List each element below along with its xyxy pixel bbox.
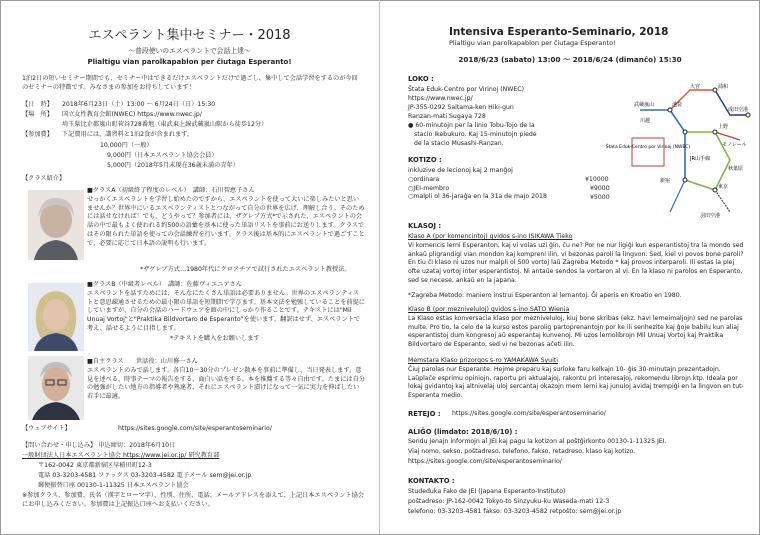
class-self-heading: Memstara Klaso prizorgos s-ro YAMAKAWA Syuiti	[408, 357, 558, 364]
map-label: 新宿	[660, 178, 671, 184]
map-label: 東京	[718, 184, 729, 190]
class-self-body: Ĉiuj parolas nur Esperante. Hejme preparu kaj surloke faru kelkajn 10- ĝis 30-minutajn prezentadojn. Laŭplaĉe esprimu opiniojn, raportu pri aktualajoj, rakontu pri interesaĵoj, rekomendu librojn ktp. Ideala por lokaj gvidantoj kaj altnivelaj uloj sercantaj okazojn mem lerni kaj junuloj avidaj trempiĝi en la lingvon en tut-Esperanta medio.	[408, 366, 744, 400]
loko-line: stacio Ikebukuro. Kaj 15-minutojn piede	[414, 131, 537, 138]
right-dates: 2018/6/23 (sabato) 13:00 ～ 2018/6/24 (dimanĉo) 15:30	[458, 55, 682, 64]
map-label: 浦和	[718, 84, 729, 90]
map-label: 武蔵嵐山	[634, 102, 655, 108]
class-b-body: La Klaso estas konversacia klaso por mezniveluloj, kiuj bone skribas (ekz. havi lerneimaljojn) sed ne parolas multe. Pro tio, la celo de la kurso estos parolig partoprenantojn por ke ili senhezite kaj ĝoje babilu kun aliaj esperantistoj dum kongresoj aŭ esperantaj kunvenoj. Mi uzos lernolibrojn Mil Unuaj Vortoj kaj Praktika Bildvortaro de Esperanto, sed vi ne bezonas aĉeti ilin.	[408, 315, 743, 349]
kontakto-line: Studeduka Fako de JEI (Japana Esperanto-Instituto)	[408, 488, 566, 495]
kotizo-item-price: ¥9000	[590, 185, 610, 192]
place-address: 埼玉県比企郡嵐山町菅谷728番地（東武東上線武蔵嵐山駅から徒歩12分）	[62, 121, 268, 128]
fee-line: 下記費用には、講習料と1泊2食が含まれます。	[62, 131, 194, 138]
fee-item: 10,000円（一般）	[100, 142, 153, 149]
right-title: Intensiva Esperanto-Seminario, 2018	[449, 26, 669, 38]
aligo-line: Sendu jenajn informojn al JEI kaj pagu la kotizon al poŝtĝirkonto 00130-1-11325 JEI.	[408, 438, 667, 445]
loko-line: ● 60-minutojn per la linio Tobu-Tojo de la	[408, 122, 535, 129]
klasoj-label: KLASOJ :	[408, 222, 442, 230]
class-a-note: *Zagreba Metodo: maniero instrui Esperanton al lernantoj. Ĝi aperis en Kroatio en 1980.	[408, 292, 682, 299]
date-label: 【日 時】	[22, 101, 53, 108]
map-label: 成田空港	[728, 107, 749, 113]
class-b-note: *テキストを購入をお願いします	[170, 335, 260, 342]
loko-line: JP-355-0292 Saitama-ken Hiki-gun	[408, 104, 514, 111]
website-label: 【ウェブサイト】	[22, 425, 71, 432]
left-subtitle-eo: Plialtigu vian parolkapablon per ĉiutaga Esperanto!	[87, 58, 292, 66]
left-intro: 1泊2日の短いセミナー期間でも、セミナー中はできるだけエスペラントだけで過ごし、集中して会話学習をするのが今回のセミナーの特徴です。みなさまの参加をお待ちしています！	[22, 75, 358, 91]
right-subtitle: Plialtigu vian parolkapablon per ĉiutaga Esperanto!	[449, 39, 616, 47]
contact-org: 一般財団法人日本エスペラント協会 https://www.jei.or.jp/ 研究教育部	[22, 452, 220, 459]
class-a-body: せっかくエスペラントを学習し始めたのですから、エスペラントを使って大いに楽しみたいと思いませんか？世界中にいるエスペランティストとつながって自分の世界を広げ、理解し合う。そのためには話せなければ！でも、どうやって？参加者には、ザグレブ方式*で示された、エスペラントの会話の中で最もよく使われる約500の語彙を基本に使った単語リストを事前にお送りします。クラスではその限られた単語を使っての会話練習を行います。クラス後は基本的にエスペラントで過ごすことで、必要に応じて日本語の説明も行います。	[87, 196, 365, 247]
class-intro-label: 【クラス紹介】	[22, 175, 66, 182]
map-label: 川越	[640, 118, 651, 124]
kotizo-label: KOTIZO :	[408, 156, 442, 164]
map-box-label: Ŝtata Eduk-Centro por Virinoj (NWEC)	[605, 145, 691, 150]
left-subtitle: ～普段使いのエスペラントで会話上達～	[128, 47, 251, 55]
map-label: 上野	[718, 124, 729, 130]
class-a-heading: ■クラスA（初級終了程度のレベル） 講師：石川智恵子さん	[87, 187, 255, 194]
instructor-photo-a	[28, 190, 84, 260]
class-b-heading: Klaso B (por mezniveluloj) gvidos s-ino SATO Wienia	[408, 306, 570, 313]
map-label: 池袋	[672, 102, 683, 108]
left-page	[0, 0, 379, 535]
kotizo-item-price: ¥5000	[590, 194, 610, 201]
contact-tel: 電話 03-3203-4581 ファックス 03-3203-4582 電子メール sem@jei.or.jp	[38, 472, 252, 479]
class-a-heading: Klaso A (por komencintoj) gvidos s-ino ISIKAWA Tieko	[408, 233, 573, 240]
instructor-photo-b	[28, 283, 84, 351]
aligo-line[interactable]: https://sites.google.com/site/esperantoseminario/	[408, 458, 562, 465]
aligo-label: ALIĜO (limdato: 2018/6/10) :	[408, 428, 518, 436]
kotizo-item-name: ○ordinara	[408, 176, 440, 183]
fee-label: 【参加費】	[22, 131, 53, 138]
place-value: 国立女性教育会館(NWEC) https://www.nwec.jp/	[62, 111, 202, 118]
loko-line: de la stacio Musashi-Ranzan.	[414, 140, 504, 147]
class-self-heading: ■自主クラス 世話役：山川修一さん	[87, 358, 198, 365]
map-label: 羽田空港	[700, 213, 721, 219]
loko-line: https://www.nwec.jp/	[408, 95, 473, 102]
kontakto-line: telefono: 03-3203-4581 fakso: 03-3203-4582 retpoŝto: sem@jei.or.jp	[408, 508, 622, 515]
website-link[interactable]: https://sites.google.com/site/esperantoseminario/	[118, 425, 272, 432]
map-label: モノレール	[722, 142, 747, 148]
kotizo-item-name: ○malpli ol 36-jaraĝa en la 31a de majo 2018	[408, 193, 547, 200]
loko-line: Ranzan-mati Sugaya 728	[408, 113, 486, 120]
fee-item: 5,000円（2018年5月末現在36歳未満の青年）	[107, 162, 239, 169]
fee-item: 9,000円（日本エスペラント協会会員）	[107, 152, 218, 159]
kotizo-item-name: ○JEI-membro	[408, 185, 450, 192]
map-label: 秋葉原	[728, 166, 744, 172]
place-label: 【場 所】	[22, 111, 53, 118]
right-page	[380, 0, 760, 535]
loko-line: Ŝtata Eduk-Centro por Virinoj (NWEC)	[408, 86, 525, 93]
left-title: エスペラント集中セミナー・2018	[88, 28, 291, 43]
contact-address: 〒162-0042 東京都新宿区早稲田町12-3	[38, 462, 152, 469]
retejo-link[interactable]: https://sites.google.com/site/esperantoseminario/	[452, 410, 606, 417]
kotizo-item-price: ¥10000	[585, 176, 609, 183]
class-self-body: エスペラントのみで話します。各自10～30分のプレゼン散本を事前に準備し、当日発表します。意見を述べる、時事テーマの報告をする、面白い話をする。本を推薦する等々自由です。たまには自分の勉強がしたい地方の指導者や熟達者、それにエスペラント漬けになって一気に実力を伸ばしたい若手に最適。	[87, 367, 365, 401]
kontakto-line: poŝtadreso: JP-162-0042 Tokyo-to Sinzyuku-ku Waseda-mati 12-3	[408, 498, 610, 505]
contact-bank: 郵便振替口座 00130-1-11325 日本エスペラント協会	[38, 482, 189, 489]
class-a-note: *ザグレブ方式…1980年代にクロアチアで試行されたエスペラント教授法。	[140, 266, 351, 273]
map-label: JR山手線	[690, 156, 710, 162]
contact-label: 【問い合わせ・申し込み】 申込締切：2018年6月10日	[22, 442, 176, 449]
map-label: 大宮	[690, 84, 701, 90]
class-a-body: Vi komencis lerni Esperanton, kaj vi volas uzi ĝin, ĉu ne? Por ne nur ligiĝi kun esperantistoj tra la mondo sed ankaŭ pligrandigi vian mondon kaj kompreni ilin, vi bezonas paroli la lingvon. Sed, kiel vi povos bone paroli? En tiu ĉi klaso ni uzos nur malpli ol 500 vortoj laŭ Zagreba Metodo * kaj provos interparoli. Ili estas la plej ofte uzataj vortoj inter esperantistoj. Ni antaŭe sendos la vortaron al vi. En la klaso ni parolos en Esperanto, sed se necese, ankaŭ en la japana.	[408, 242, 744, 284]
class-b-heading: ■クラスB（中級者レベル） 講師：佐藤ヴィエニアさん	[87, 281, 242, 288]
contact-note: ※参加クラス、参加費、氏名（漢字とローマ字）、性別、住所、電話、メールアドレスを添えて、上記日本エスペラント協会にお申し込みください。参加費は上記振込口座へお支払いください。	[22, 492, 364, 508]
retejo-label: RETEJO :	[408, 410, 441, 418]
kontakto-label: KONTAKTO :	[408, 477, 455, 485]
aligo-line: Viaj nomo, sekso, poŝtadreso, telefono, fakso, retadreso, klaso kaj kotizo.	[408, 448, 636, 455]
instructor-photo-c	[28, 356, 84, 420]
date-value: 2018年6月23日（土）13:00 ～ 6月24日（日）15:30	[62, 101, 216, 108]
access-map	[605, 70, 754, 220]
class-b-body: エスペラントを話すためには、そんなにたくさん単語は必要ありません。世界のエスペランティストと意思疎通させるための最小限の単語を短期間で学びます。基本文法を勉強していることを前提にしていますが、自分の会話のハードウェアを頭の中にしっかり作ることです。テキストには"Mil Unuaj Vortoj"と"Praktika Bildvortaro de Esperanto"を使います。翻訳はせず、エスペラントで考え、話せるように目指します。	[87, 290, 365, 332]
loko-label: LOKO :	[408, 75, 434, 83]
kotizo-line: inkluzive de lecionoj kaj 2 manĝoj	[408, 167, 513, 174]
